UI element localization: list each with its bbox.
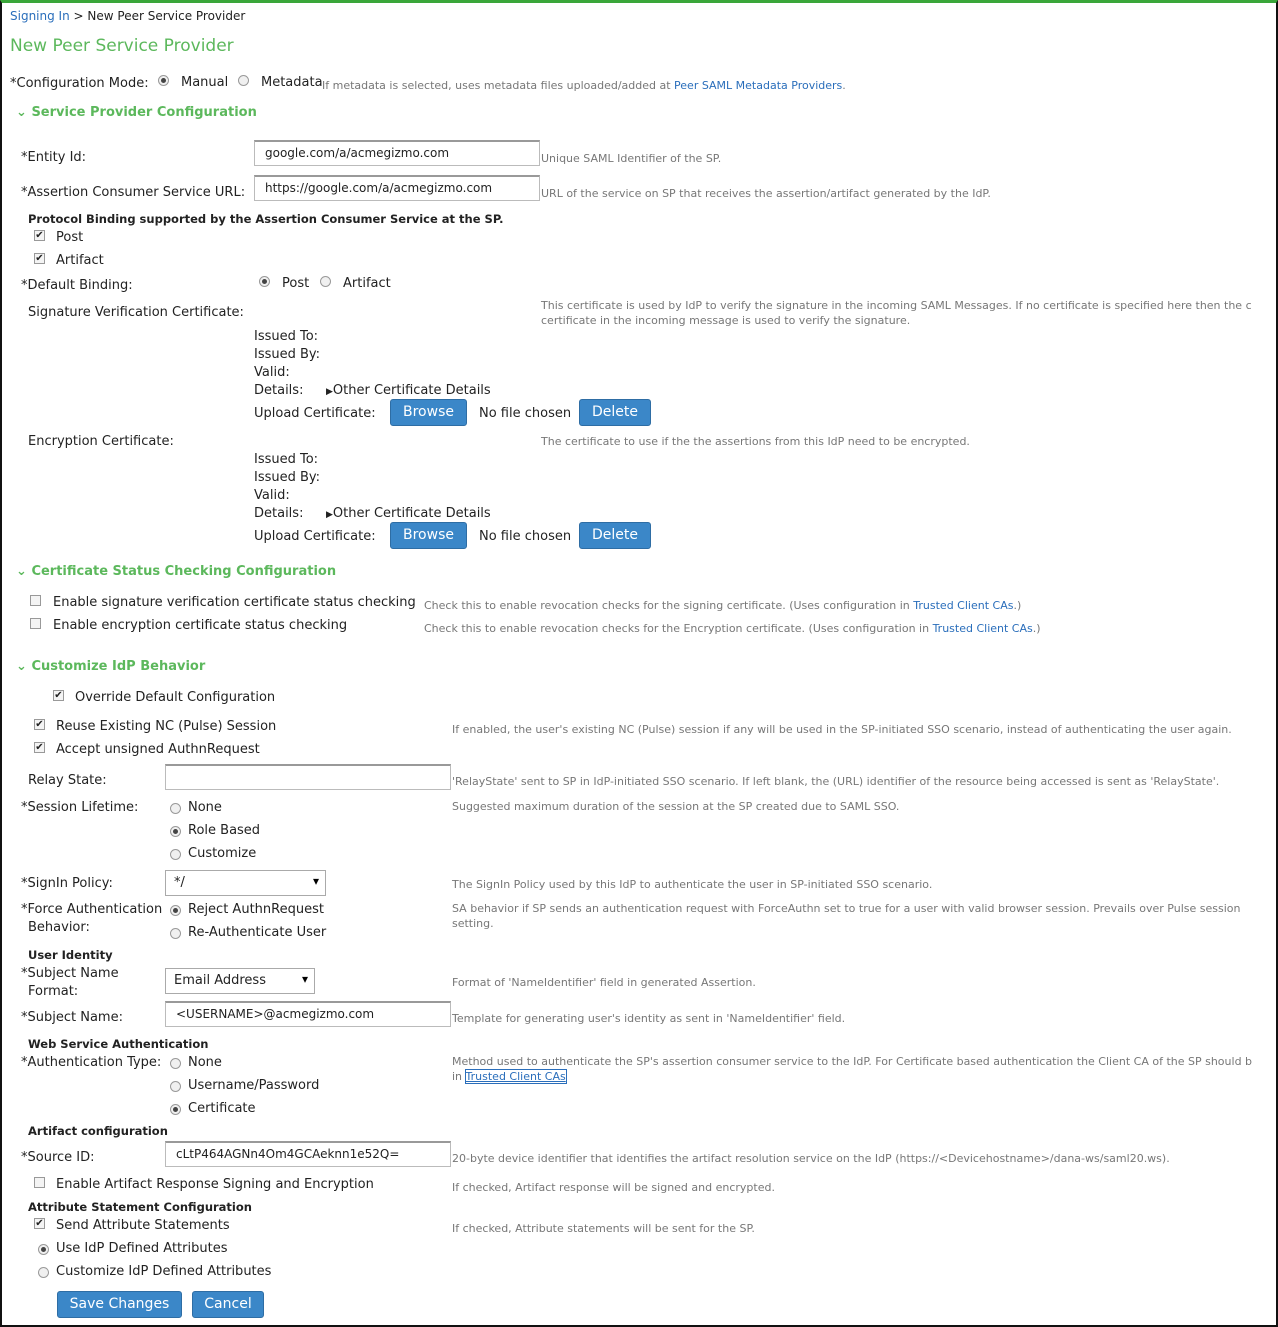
force-help-2: setting. <box>452 917 494 930</box>
session-role-radio[interactable] <box>170 826 181 837</box>
use-idp-label: Use IdP Defined Attributes <box>56 1241 228 1256</box>
enc-status-checkbox[interactable] <box>30 618 41 629</box>
acs-url-input[interactable]: https://google.com/a/acmegizmo.com <box>254 175 540 201</box>
sig-status-label: Enable signature verification certificate status checking <box>53 595 416 610</box>
enc-no-file: No file chosen <box>479 529 572 544</box>
relay-help: 'RelayState' sent to SP in IdP-initiated SSO scenario. If left blank, the (URL) identifier of the resource being accessed is sent as 'RelayState'. <box>452 775 1220 788</box>
chevron-down-icon: ⌄ <box>16 659 27 674</box>
idp-header[interactable]: ⌄ Customize IdP Behavior <box>16 659 206 674</box>
default-post-label: Post <box>282 276 310 291</box>
signin-policy-select[interactable]: */ ▾ <box>165 870 326 896</box>
manual-radio[interactable] <box>158 75 169 86</box>
sig-status-checkbox[interactable] <box>30 595 41 606</box>
artifact-checkbox[interactable]: ✔ <box>35 253 44 264</box>
sig-other-details[interactable]: ▶Other Certificate Details <box>326 383 491 398</box>
post-label: Post <box>56 230 84 245</box>
unsigned-label: Accept unsigned AuthnRequest <box>56 742 260 757</box>
config-mode-help: If metadata is selected, uses metadata files uploaded/added at Peer SAML Metadata Providers. <box>322 79 846 92</box>
auth-cert-label: Certificate <box>188 1101 256 1116</box>
source-id-input[interactable]: cLtP464AGNn4Om4GCAeknn1e52Q= <box>165 1141 451 1167</box>
caret-right-icon: ▶ <box>326 510 333 520</box>
breadcrumb-link[interactable]: Signing In <box>10 9 70 23</box>
auth-none-label: None <box>188 1055 222 1070</box>
sig-details: Details: <box>254 383 304 398</box>
override-checkbox[interactable]: ✔ <box>54 690 63 701</box>
auth-help-2: in Trusted Client CAs <box>452 1070 566 1083</box>
reuse-checkbox[interactable]: ✔ <box>35 719 44 730</box>
force-label-2: Behavior: <box>28 920 90 935</box>
caret-right-icon: ▶ <box>326 387 333 397</box>
auth-none-radio[interactable] <box>170 1058 181 1069</box>
force-help-1: SA behavior if SP sends an authentication request with ForceAuthn set to true for a user with valid browser session. Prevails over Pulse session <box>452 902 1241 915</box>
enc-status-label: Enable encryption certificate status checking <box>53 618 348 633</box>
entity-id-help: Unique SAML Identifier of the SP. <box>541 152 722 165</box>
sn-label: *Subject Name: <box>21 1010 123 1025</box>
session-role-label: Role Based <box>188 823 261 838</box>
default-binding-label: *Default Binding: <box>21 278 133 293</box>
auth-up-label: Username/Password <box>188 1078 320 1093</box>
auth-help-1: Method used to authenticate the SP's assertion consumer service to the IdP. For Certificate based authentication the Client CA of the SP should b <box>452 1055 1253 1068</box>
reauth-label: Re-Authenticate User <box>188 925 327 940</box>
peer-metadata-link[interactable]: Peer SAML Metadata Providers <box>674 79 843 92</box>
enc-valid: Valid: <box>254 488 290 503</box>
source-id-label: *Source ID: <box>21 1150 95 1165</box>
acs-url-label: *Assertion Consumer Service URL: <box>21 185 246 200</box>
enc-issued-by: Issued By: <box>254 470 321 485</box>
manual-label: Manual <box>181 75 229 90</box>
breadcrumb-sep: > <box>73 9 84 23</box>
sn-input[interactable]: <USERNAME>@acmegizmo.com <box>165 1001 451 1027</box>
sn-format-label-1: *Subject Name <box>21 966 119 981</box>
reuse-label: Reuse Existing NC (Pulse) Session <box>56 719 277 734</box>
sig-cert-label: Signature Verification Certificate: <box>28 305 244 320</box>
reauth-radio[interactable] <box>170 928 181 939</box>
sn-format-help: Format of 'NameIdentifier' field in generated Assertion. <box>452 976 756 989</box>
override-label: Override Default Configuration <box>75 690 276 705</box>
artifact-label: Artifact <box>56 253 104 268</box>
signin-label: *SignIn Policy: <box>21 876 113 891</box>
unsigned-checkbox[interactable]: ✔ <box>35 742 44 753</box>
use-idp-radio[interactable] <box>38 1244 49 1255</box>
customize-idp-radio[interactable] <box>38 1267 49 1278</box>
cancel-button[interactable]: Cancel <box>192 1291 264 1318</box>
enable-artifact-checkbox[interactable] <box>34 1177 45 1188</box>
enable-artifact-help: If checked, Artifact response will be signed and encrypted. <box>452 1181 775 1194</box>
acs-url-help: URL of the service on SP that receives the assertion/artifact generated by the IdP. <box>541 187 991 200</box>
reuse-help: If enabled, the user's existing NC (Pulse) session if any will be used in the SP-initiated SSO scenario, instead of authenticating the user again. <box>452 723 1232 736</box>
page-title: New Peer Service Provider <box>10 36 234 56</box>
force-label-1: *Force Authentication <box>21 902 163 917</box>
default-artifact-label: Artifact <box>343 276 391 291</box>
enc-upload-label: Upload Certificate: <box>254 529 376 544</box>
chevron-down-icon: ⌄ <box>16 564 27 579</box>
csc-header[interactable]: ⌄ Certificate Status Checking Configuration <box>16 564 337 579</box>
reject-label: Reject AuthnRequest <box>188 902 324 917</box>
metadata-label: Metadata <box>261 75 323 90</box>
trusted-client-cas-link[interactable]: Trusted Client CAs <box>932 622 1033 635</box>
enc-other-details[interactable]: ▶Other Certificate Details <box>326 506 491 521</box>
session-none-radio[interactable] <box>170 803 181 814</box>
artifact-config-header: Artifact configuration <box>28 1124 168 1138</box>
sig-cert-help-2: certificate in the incoming message is used to verify the signature. <box>541 314 911 327</box>
breadcrumb <box>10 9 245 23</box>
auth-cert-radio[interactable] <box>170 1104 181 1115</box>
trusted-client-cas-link[interactable]: Trusted Client CAs <box>913 599 1014 612</box>
send-attr-checkbox[interactable]: ✔ <box>35 1218 44 1229</box>
user-identity-header: User Identity <box>28 948 113 962</box>
sig-issued-by: Issued By: <box>254 347 321 362</box>
enc-status-help: Check this to enable revocation checks for the Encryption certificate. (Uses configuration in Trusted Client CAs.) <box>424 622 1041 635</box>
ws-auth-header: Web Service Authentication <box>28 1037 209 1051</box>
chevron-down-icon: ⌄ <box>16 105 27 120</box>
relay-input[interactable] <box>165 764 451 790</box>
source-id-help: 20-byte device identifier that identifies the artifact resolution service on the IdP (https://<Devicehostname>/dana-ws/saml20.ws). <box>452 1152 1170 1165</box>
sn-format-select[interactable]: Email Address ▾ <box>165 968 315 994</box>
session-customize-radio[interactable] <box>170 849 181 860</box>
relay-label: Relay State: <box>28 773 107 788</box>
session-label: *Session Lifetime: <box>21 800 139 815</box>
sn-format-label-2: Format: <box>28 984 79 999</box>
sig-no-file: No file chosen <box>479 406 572 421</box>
enc-browse-button[interactable]: Browse <box>390 522 467 549</box>
enc-cert-help: The certificate to use if the the assertions from this IdP need to be encrypted. <box>541 435 970 448</box>
sig-cert-help-1: This certificate is used by IdP to verify the signature in the incoming SAML Messages. If no certificate is specified here then the c <box>541 299 1252 312</box>
post-checkbox[interactable]: ✔ <box>35 230 44 241</box>
sig-status-help: Check this to enable revocation checks for the signing certificate. (Uses configuration in Trusted Client CAs.) <box>424 599 1022 612</box>
default-post-radio[interactable] <box>259 276 270 287</box>
session-help: Suggested maximum duration of the session at the SP created due to SAML SSO. <box>452 800 900 813</box>
send-attr-label: Send Attribute Statements <box>56 1218 230 1233</box>
protocol-binding-label: Protocol Binding supported by the Assertion Consumer Service at the SP. <box>28 212 504 226</box>
sn-help: Template for generating user's identity as sent in 'NameIdentifier' field. <box>452 1012 846 1025</box>
auth-type-label: *Authentication Type: <box>21 1055 162 1070</box>
reject-radio[interactable] <box>170 905 181 916</box>
enc-cert-label: Encryption Certificate: <box>28 434 174 449</box>
enc-details: Details: <box>254 506 304 521</box>
entity-id-input[interactable]: google.com/a/acmegizmo.com <box>254 140 540 166</box>
attr-config-header: Attribute Statement Configuration <box>28 1200 252 1214</box>
sp-config-header[interactable]: ⌄ Service Provider Configuration <box>16 105 257 120</box>
auth-up-radio[interactable] <box>170 1081 181 1092</box>
enable-artifact-label: Enable Artifact Response Signing and Encryption <box>56 1177 374 1192</box>
metadata-radio[interactable] <box>238 75 249 86</box>
customize-idp-label: Customize IdP Defined Attributes <box>56 1264 272 1279</box>
save-changes-button[interactable]: Save Changes <box>57 1291 182 1318</box>
sig-issued-to: Issued To: <box>254 329 319 344</box>
enc-issued-to: Issued To: <box>254 452 319 467</box>
sig-browse-button[interactable]: Browse <box>390 399 467 426</box>
signin-help: The SignIn Policy used by this IdP to authenticate the user in SP-initiated SSO scenario. <box>452 878 933 891</box>
sig-delete-button[interactable]: Delete <box>579 399 651 426</box>
enc-delete-button[interactable]: Delete <box>579 522 651 549</box>
entity-id-label: *Entity Id: <box>21 150 87 165</box>
sig-upload-label: Upload Certificate: <box>254 406 376 421</box>
config-mode-label: *Configuration Mode: <box>10 76 149 91</box>
breadcrumb-current: New Peer Service Provider <box>87 9 246 23</box>
auth-trusted-cas-link[interactable]: Trusted Client CAs <box>465 1070 566 1083</box>
session-customize-label: Customize <box>188 846 257 861</box>
default-artifact-radio[interactable] <box>320 276 331 287</box>
sig-valid: Valid: <box>254 365 290 380</box>
session-none-label: None <box>188 800 222 815</box>
send-attr-help: If checked, Attribute statements will be sent for the SP. <box>452 1222 755 1235</box>
